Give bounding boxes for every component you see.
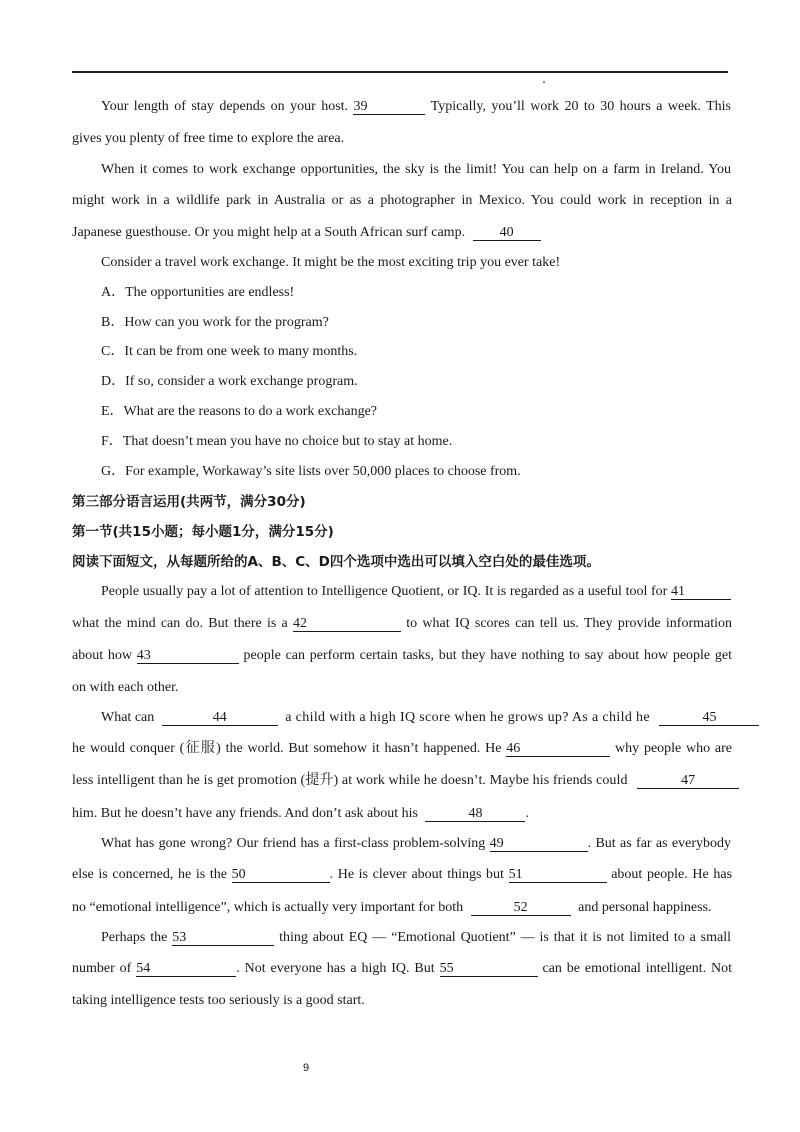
blank-55[interactable]: 55	[440, 961, 538, 977]
passage-line: gives you plenty of free time to explore the area.	[72, 131, 345, 146]
blank-47[interactable]: 47	[637, 773, 739, 789]
cloze-line: he would conquer (征服) the world. But somehow it hasn’t happened. He 46 why people who are	[72, 741, 733, 756]
blank-54[interactable]: 54	[136, 961, 236, 977]
blank-41[interactable]: 41	[671, 584, 731, 600]
blank-45[interactable]: 45	[659, 710, 759, 726]
part-title: 第三部分语言运用(共两节，满分30分)	[72, 494, 306, 510]
cloze-line: Perhaps the 53 thing about EQ — “Emotional Quotient” — is that it is not limited to a small	[101, 930, 732, 945]
blank-39[interactable]: 39	[353, 99, 425, 115]
blank-51[interactable]: 51	[509, 867, 607, 883]
cloze-line: what the mind can do. But there is a 42 to what IQ scores can tell us. They provide information	[72, 616, 732, 631]
section-title: 第一节(共15小题；每小题1分，满分15分)	[72, 524, 334, 540]
blank-52[interactable]: 52	[471, 900, 571, 916]
blank-40[interactable]: 40	[473, 225, 541, 241]
blank-44[interactable]: 44	[162, 710, 278, 726]
cloze-line: no “emotional intelligence”, which is actually very important for both 52 and personal happiness.	[72, 900, 712, 915]
cloze-line: number of 54 . Not everyone has a high IQ. But 55 can be emotional intelligent. Not	[72, 961, 732, 976]
passage-line: Your length of stay depends on your host. 39 Typically, you’ll work 20 to 30 hours a week. This	[101, 99, 731, 114]
cloze-line: on with each other.	[72, 680, 179, 695]
passage-line: Consider a travel work exchange. It might be the most exciting trip you ever take!	[101, 255, 561, 270]
cloze-line: What has gone wrong? Our friend has a first-class problem-solving 49 . But as far as everybody	[101, 836, 731, 851]
blank-50[interactable]: 50	[232, 867, 330, 883]
blank-43[interactable]: 43	[137, 648, 239, 664]
header-rule	[72, 71, 728, 73]
header-dot	[543, 81, 545, 83]
blank-42[interactable]: 42	[293, 616, 401, 632]
passage-line: might work in a wildlife park in Australia or as a photographer in Mexico. You could work in reception in a	[72, 193, 732, 208]
blank-48[interactable]: 48	[425, 806, 525, 822]
option-e[interactable]: E．What are the reasons to do a work exchange?	[101, 404, 377, 419]
passage-line: Japanese guesthouse. Or you might help at a South African surf camp. 40	[72, 224, 732, 242]
option-g[interactable]: G．For example, Workaway’s site lists over 50,000 places to choose from.	[101, 464, 521, 479]
cloze-line: about how 43 people can perform certain tasks, but they have nothing to say about how people get	[72, 648, 733, 663]
blank-53[interactable]: 53	[172, 930, 274, 946]
option-c[interactable]: C．It can be from one week to many months.	[101, 344, 358, 359]
cloze-line: less intelligent than he is get promotion (提升) at work while he doesn’t. Maybe his friends could 47	[72, 772, 766, 790]
blank-46[interactable]: 46	[506, 741, 610, 757]
cloze-line: him. But he doesn’t have any friends. And don’t ask about his 48 .	[72, 806, 529, 821]
option-a[interactable]: A．The opportunities are endless!	[101, 285, 295, 300]
cloze-line: taking intelligence tests too seriously is a good start.	[72, 993, 365, 1008]
cloze-line: What can 44 a child with a high IQ score when he grows up? As a child he 45	[101, 709, 765, 727]
option-f[interactable]: F．That doesn’t mean you have no choice but to stay at home.	[101, 434, 453, 449]
passage-line: When it comes to work exchange opportunities, the sky is the limit! You can help on a farm in Ireland. You	[101, 162, 731, 177]
instruction: 阅读下面短文，从每题所给的A、B、C、D四个选项中选出可以填入空白处的最佳选项。	[72, 554, 600, 570]
blank-49[interactable]: 49	[490, 836, 588, 852]
option-b[interactable]: B．How can you work for the program?	[101, 315, 329, 330]
cloze-line: People usually pay a lot of attention to Intelligence Quotient, or IQ. It is regarded as a useful tool for 41	[101, 583, 731, 601]
page-number: 9	[302, 1062, 310, 1074]
cloze-line: else is concerned, he is the 50 . He is clever about things but 51 about people. He has	[72, 867, 733, 882]
option-d[interactable]: D．If so, consider a work exchange program.	[101, 374, 358, 389]
